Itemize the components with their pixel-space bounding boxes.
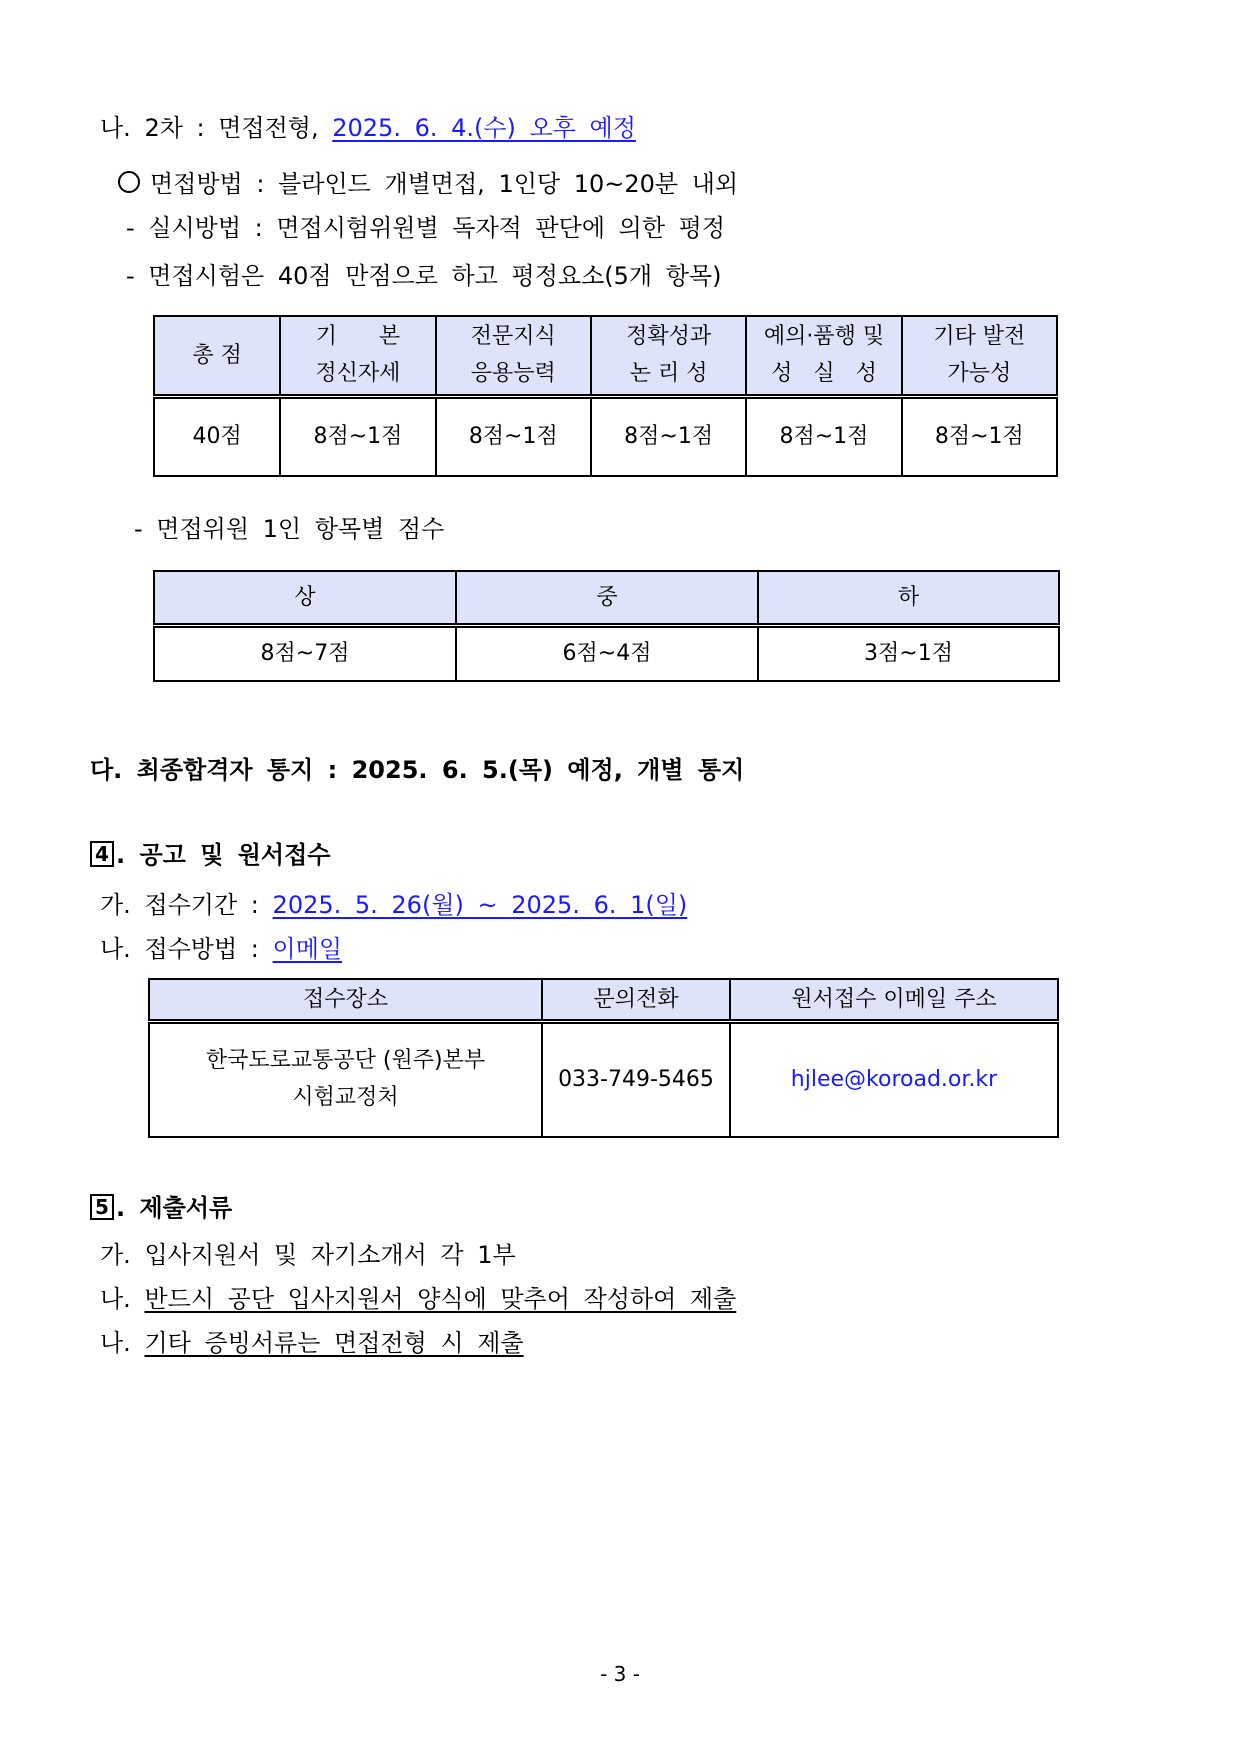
document-item: 나. 기타 증빙서류는 면접전형 시 제출	[100, 1329, 524, 1357]
table-cell: 8점~1점	[591, 396, 746, 476]
header-email: 원서접수 이메일 주소	[730, 979, 1058, 1021]
application-contact-table	[148, 978, 1059, 1138]
header-place: 접수장소	[149, 979, 542, 1021]
table-cell: 8점~1점	[902, 396, 1057, 476]
application-period-label: 가. 접수기간 :	[100, 891, 259, 919]
header-total: 총 점	[154, 316, 280, 396]
table-cell: 8점~1점	[746, 396, 901, 476]
header-potential: 기타 발전 가능성	[902, 316, 1057, 396]
interview-score-line: - 면접시험은 40점 만점으로 하고 평정요소(5개 항목)	[126, 262, 722, 290]
header-high: 상	[154, 571, 456, 625]
table-cell: 8점~7점	[154, 625, 456, 681]
phone-cell: 033-749-5465	[542, 1021, 730, 1137]
application-method-value: 이메일	[272, 935, 343, 963]
header-low: 하	[758, 571, 1059, 625]
interview-date: 2025. 6. 4.(수) 오후 예정	[332, 114, 636, 142]
header-basic: 기 본 정신자세	[280, 316, 435, 396]
circle-bullet-icon	[118, 171, 140, 193]
document-item: 가. 입사지원서 및 자기소개서 각 1부	[100, 1241, 516, 1269]
table-cell: 8점~1점	[436, 396, 591, 476]
table-cell: 3점~1점	[758, 625, 1059, 681]
section-4-heading	[90, 841, 330, 870]
document-item: 나. 반드시 공단 입사지원서 양식에 맞추어 작성하여 제출	[100, 1285, 737, 1313]
interview-stage-line	[100, 114, 636, 143]
application-period-value: 2025. 5. 26(월) ~ 2025. 6. 1(일)	[272, 891, 688, 919]
header-expertise: 전문지식 응용능력	[436, 316, 591, 396]
header-manners: 예의·품행 및 성 실 성	[746, 316, 901, 396]
table-cell: 8점~1점	[280, 396, 435, 476]
table-cell: 6점~4점	[456, 625, 758, 681]
header-accuracy: 정확성과 논 리 성	[591, 316, 746, 396]
section-5-title: . 제출서류	[116, 1194, 233, 1222]
score-criteria-table	[153, 315, 1058, 477]
place-line-1: 한국도로교통공단 (원주)본부	[205, 1048, 486, 1074]
application-period-line	[100, 891, 687, 920]
header-phone: 문의전화	[542, 979, 730, 1021]
section-number-box: 5	[90, 1194, 114, 1220]
section-4-title: . 공고 및 원서접수	[116, 841, 331, 869]
application-method-line	[100, 935, 342, 964]
email-link[interactable]: hjlee@koroad.or.kr	[730, 1021, 1058, 1137]
interview-exec-line: - 실시방법 : 면접시험위원별 독자적 판단에 의한 평정	[126, 214, 726, 242]
table-cell: 40점	[154, 396, 280, 476]
section-5-heading	[90, 1194, 232, 1223]
final-notice-line: 다. 최종합격자 통지 : 2025. 6. 5.(목) 예정, 개별 통지	[90, 756, 745, 784]
application-method-label: 나. 접수방법 :	[100, 935, 259, 963]
section-number-box: 4	[90, 841, 114, 867]
interview-method-text: 면접방법 : 블라인드 개별면접, 1인당 10~20분 내외	[150, 170, 739, 198]
page-number: - 3 -	[600, 1662, 640, 1686]
grade-score-table	[153, 570, 1060, 682]
interview-method-line	[118, 170, 738, 199]
per-examiner-line: - 면접위원 1인 항목별 점수	[134, 515, 445, 543]
interview-stage-label: 나. 2차 : 면접전형,	[100, 114, 319, 142]
header-mid: 중	[456, 571, 758, 625]
place-cell	[149, 1021, 542, 1137]
place-line-2: 시험교정처	[292, 1084, 399, 1110]
